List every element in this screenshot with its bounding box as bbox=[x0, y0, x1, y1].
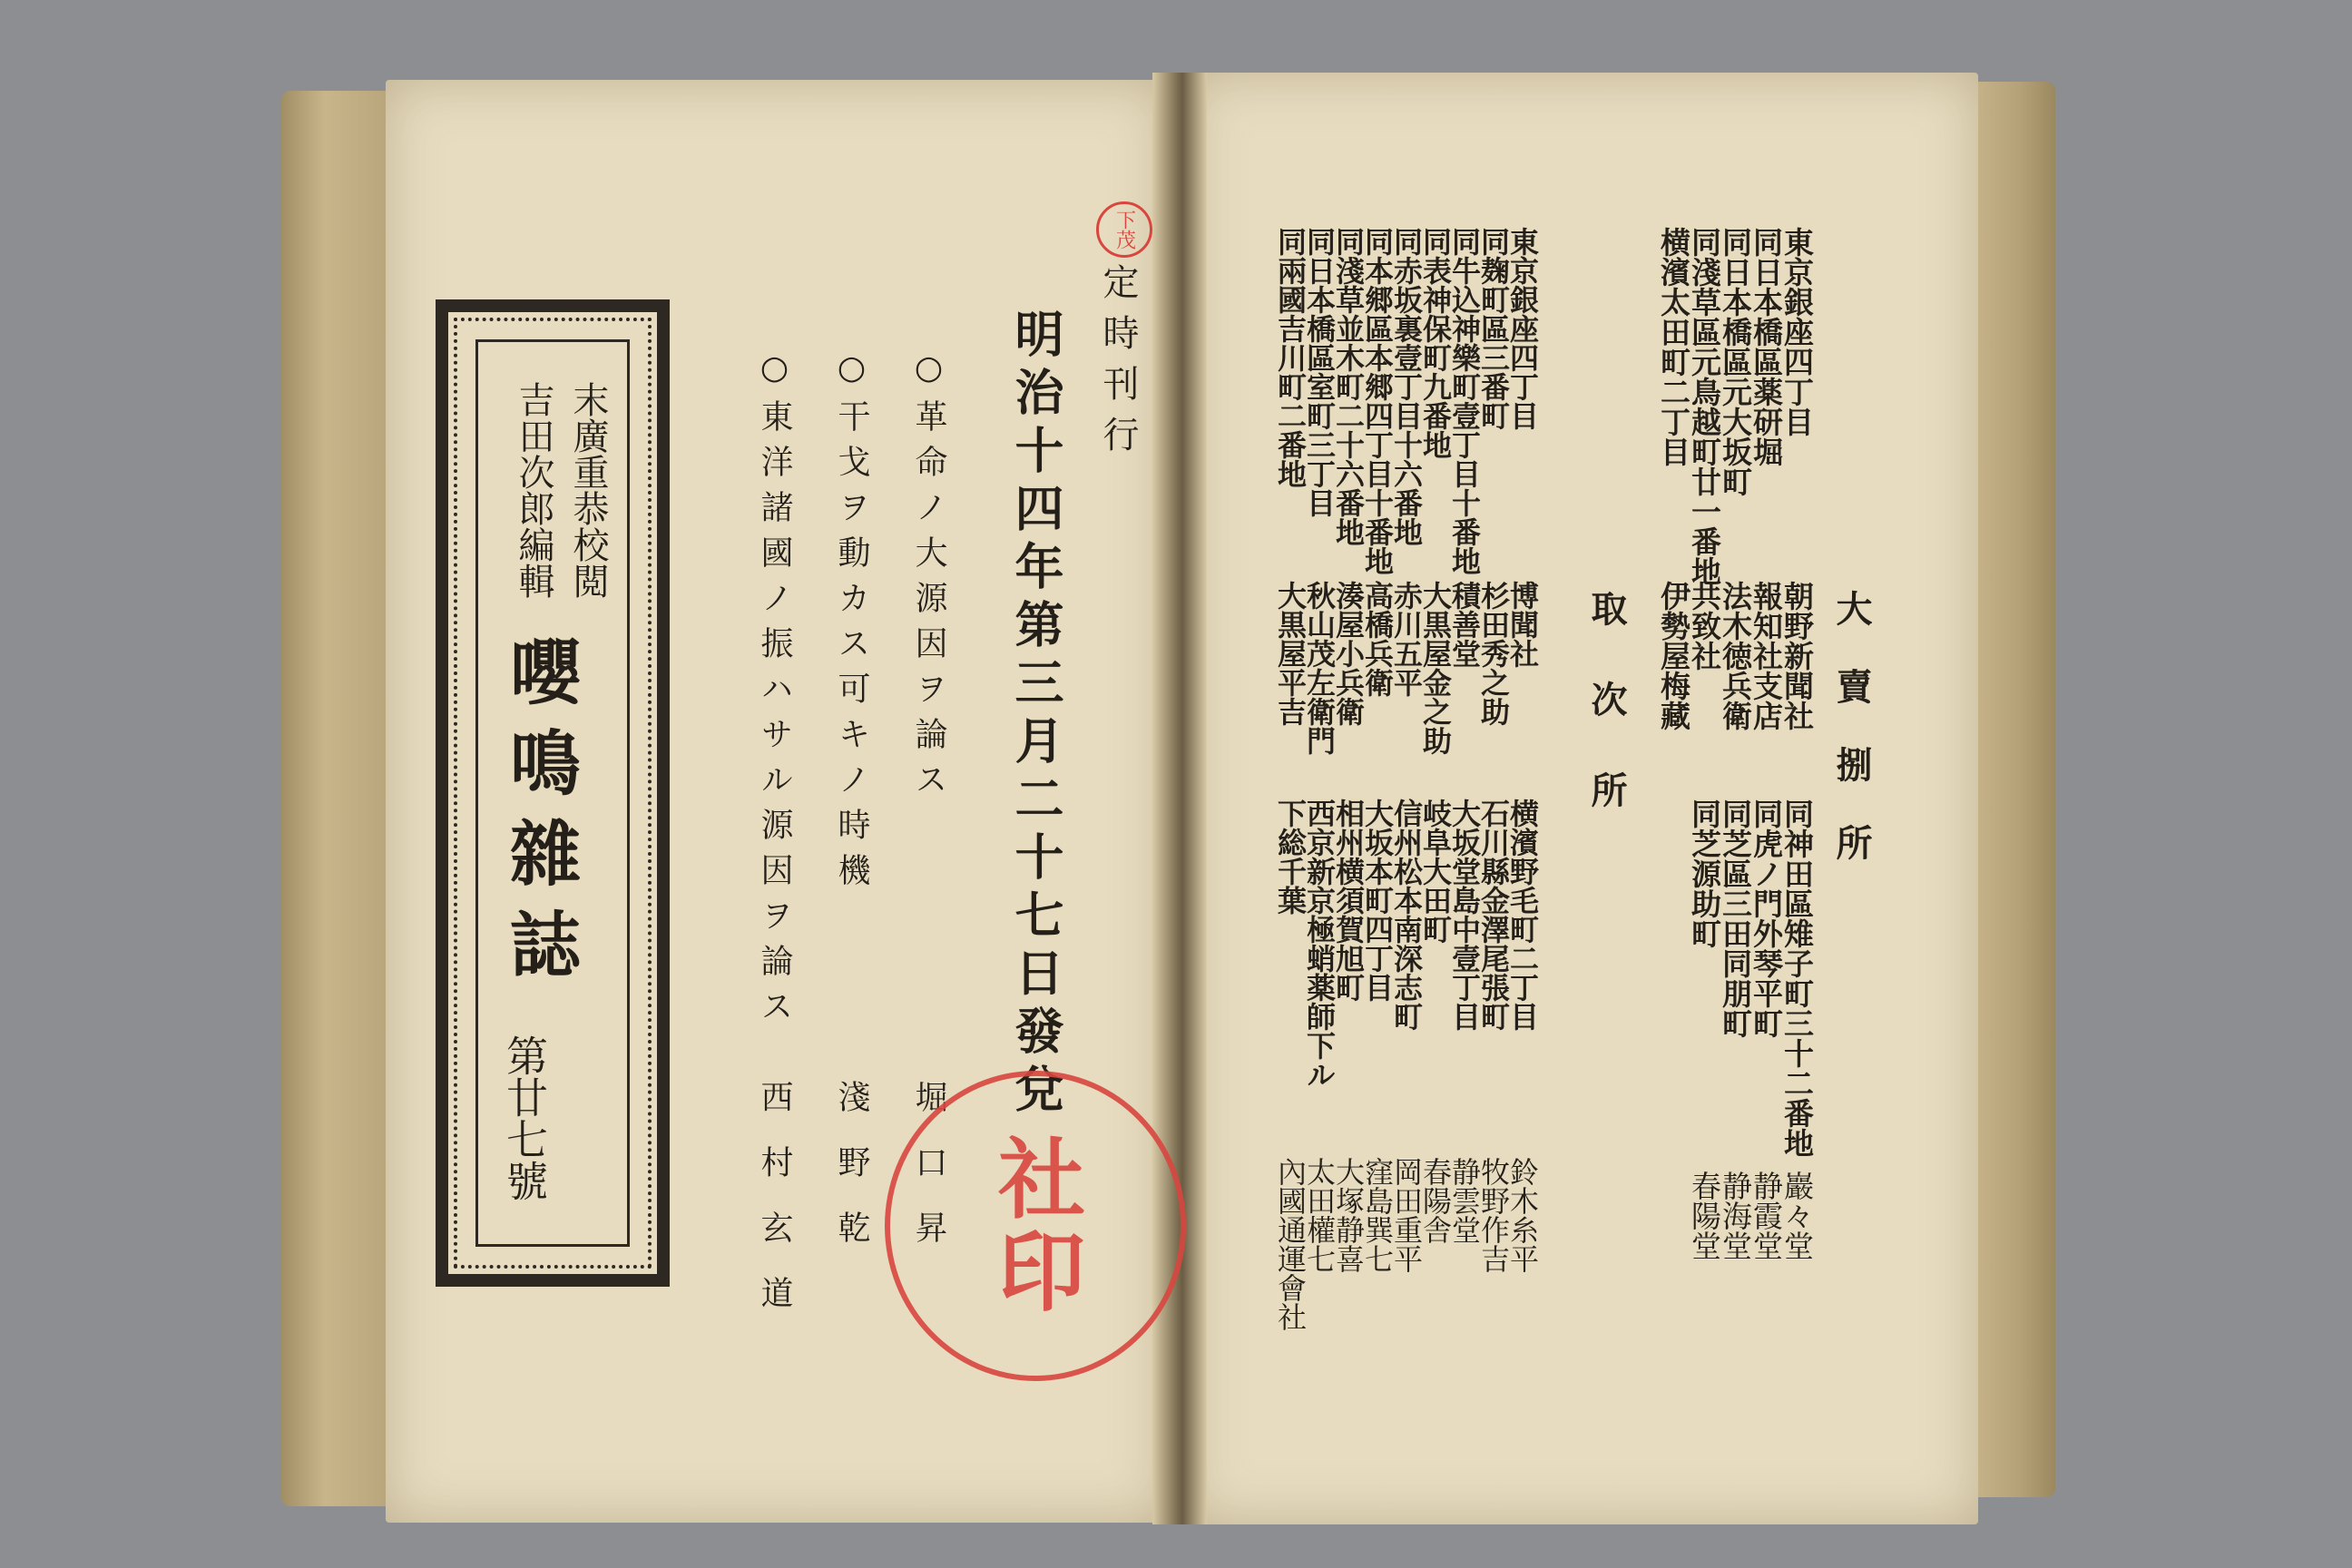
agents-top-name: 積善堂 bbox=[1447, 581, 1482, 668]
sales-top-name: 法木徳兵衛 bbox=[1718, 581, 1753, 730]
agents-bottom-name: 內國通運會社 bbox=[1273, 1157, 1308, 1331]
agents-top-name: 赤川五平 bbox=[1389, 581, 1424, 697]
sales-bottom-name: 静霞堂 bbox=[1749, 1171, 1784, 1260]
agents-top-name: 高橋兵衛 bbox=[1360, 581, 1395, 697]
large-red-seal: 社印 bbox=[885, 1071, 1186, 1381]
sales-heading: 大賣捌所 bbox=[1830, 590, 1873, 902]
agents-bottom-name: 鈴木糸平 bbox=[1505, 1157, 1540, 1273]
sales-bottom-address: 同神田區雉子町三十二番地 bbox=[1779, 799, 1815, 1158]
agents-top-address: 同日本橋區室町三丁目 bbox=[1302, 227, 1337, 517]
agents-top-address: 同牛込神樂町壹丁目十番地 bbox=[1447, 227, 1482, 575]
sales-bottom-name: 春陽堂 bbox=[1687, 1171, 1722, 1260]
sales-top-address: 同日本橋區薬研堀 bbox=[1749, 227, 1784, 466]
agents-top-name: 大黒屋金之助 bbox=[1418, 581, 1453, 755]
agents-bottom-address: 西京新京極蛸薬師下ル bbox=[1302, 799, 1337, 1089]
agents-bottom-address: 石川縣金澤尾張町 bbox=[1476, 799, 1511, 1031]
sales-top-name: 朝野新聞社 bbox=[1779, 581, 1815, 730]
issue-number: 第廿七號 bbox=[500, 1034, 549, 1201]
sales-top-address: 同淺草區元鳥越町廿一番地 bbox=[1687, 227, 1722, 586]
editor-line-2: 吉田次郎編輯 bbox=[513, 381, 554, 599]
agents-bottom-name: 太田權七 bbox=[1302, 1157, 1337, 1273]
agents-top-name: 博聞社 bbox=[1505, 581, 1540, 668]
agents-bottom-name: 窪島巽七 bbox=[1360, 1157, 1395, 1273]
agents-top-address: 同表神保町九番地 bbox=[1418, 227, 1453, 459]
agents-bottom-address: 横濱野毛町二丁目 bbox=[1505, 799, 1540, 1031]
sales-top-name: 報知社支店 bbox=[1749, 581, 1784, 730]
agents-bottom-name: 静雲堂 bbox=[1447, 1157, 1482, 1244]
agents-bottom-address: 下総千葉 bbox=[1273, 799, 1308, 915]
sales-top-address: 横濱太田町二丁目 bbox=[1656, 227, 1691, 466]
agents-top-address: 同赤坂裏壹丁目十六番地 bbox=[1389, 227, 1424, 546]
small-red-seal: 下茂 bbox=[1096, 201, 1152, 258]
sales-bottom-address: 同虎ノ門外琴平町 bbox=[1749, 799, 1784, 1038]
sales-bottom-address: 同芝源助町 bbox=[1687, 799, 1722, 948]
agents-top-address: 同本郷區本郷四丁目十番地 bbox=[1360, 227, 1395, 575]
agents-bottom-address: 信州松本南深志町 bbox=[1389, 799, 1424, 1031]
agents-bottom-address: 大坂堂島中壹丁目 bbox=[1447, 799, 1482, 1031]
agents-bottom-name: 牧野作吉 bbox=[1476, 1157, 1511, 1273]
magazine-title: 嚶鳴雜誌 bbox=[498, 635, 581, 998]
agents-top-address: 東京銀座四丁目 bbox=[1505, 227, 1540, 430]
sales-bottom-name: 巖々堂 bbox=[1779, 1171, 1815, 1260]
article-3-author: 西村玄道 bbox=[756, 1080, 793, 1341]
agents-bottom-name: 春陽舎 bbox=[1418, 1157, 1453, 1244]
agents-bottom-name: 大塚静喜 bbox=[1331, 1157, 1366, 1273]
article-2-title: ○干戈ヲ動カス可キノ時機 bbox=[833, 349, 870, 898]
article-3-title: ○東洋諸國ノ振ハサル源因ヲ論ス bbox=[756, 349, 793, 1034]
agents-top-name: 湊屋小兵衛 bbox=[1331, 581, 1366, 726]
agents-heading: 取次所 bbox=[1585, 590, 1628, 862]
agents-top-address: 同兩國吉川町二番地 bbox=[1273, 227, 1308, 488]
agents-bottom-address: 大坂本町四丁目 bbox=[1360, 799, 1395, 1002]
agents-bottom-name: 岡田重平 bbox=[1389, 1157, 1424, 1273]
article-2-author: 淺野乾 bbox=[833, 1080, 870, 1276]
sales-top-name: 伊勢屋梅藏 bbox=[1656, 581, 1691, 730]
sales-bottom-address: 同芝區三田同朋町 bbox=[1718, 799, 1753, 1038]
agents-top-name: 杉田秀之助 bbox=[1476, 581, 1511, 726]
agents-top-name: 秋山茂左衛門 bbox=[1302, 581, 1337, 755]
agents-top-address: 同淺草並木町二十六番地 bbox=[1331, 227, 1366, 546]
agents-bottom-address: 岐阜大田町 bbox=[1418, 799, 1453, 944]
sales-top-address: 同日本橋區元大坂町 bbox=[1718, 227, 1753, 496]
agents-top-name: 大黒屋平吉 bbox=[1273, 581, 1308, 726]
article-1-author: 堀口昇 bbox=[910, 1080, 947, 1276]
sales-top-address: 東京銀座四丁目 bbox=[1779, 227, 1815, 436]
editor-line-1: 末廣重恭校閲 bbox=[567, 381, 609, 599]
sales-bottom-name: 静海堂 bbox=[1718, 1171, 1753, 1260]
publication-date: 明治十四年第三月二十七日發兌 bbox=[1007, 309, 1065, 1122]
book-edge-left bbox=[281, 91, 390, 1506]
article-1-title: ○革命ノ大源因ヲ論ス bbox=[910, 349, 947, 808]
sales-top-name: 共致社 bbox=[1687, 581, 1722, 671]
schedule-label: 定時刊行 bbox=[1097, 263, 1139, 466]
book-edge-right bbox=[1969, 82, 2055, 1497]
agents-bottom-address: 相州横須賀旭町 bbox=[1331, 799, 1366, 1002]
agents-top-address: 同麹町區三番町 bbox=[1476, 227, 1511, 430]
